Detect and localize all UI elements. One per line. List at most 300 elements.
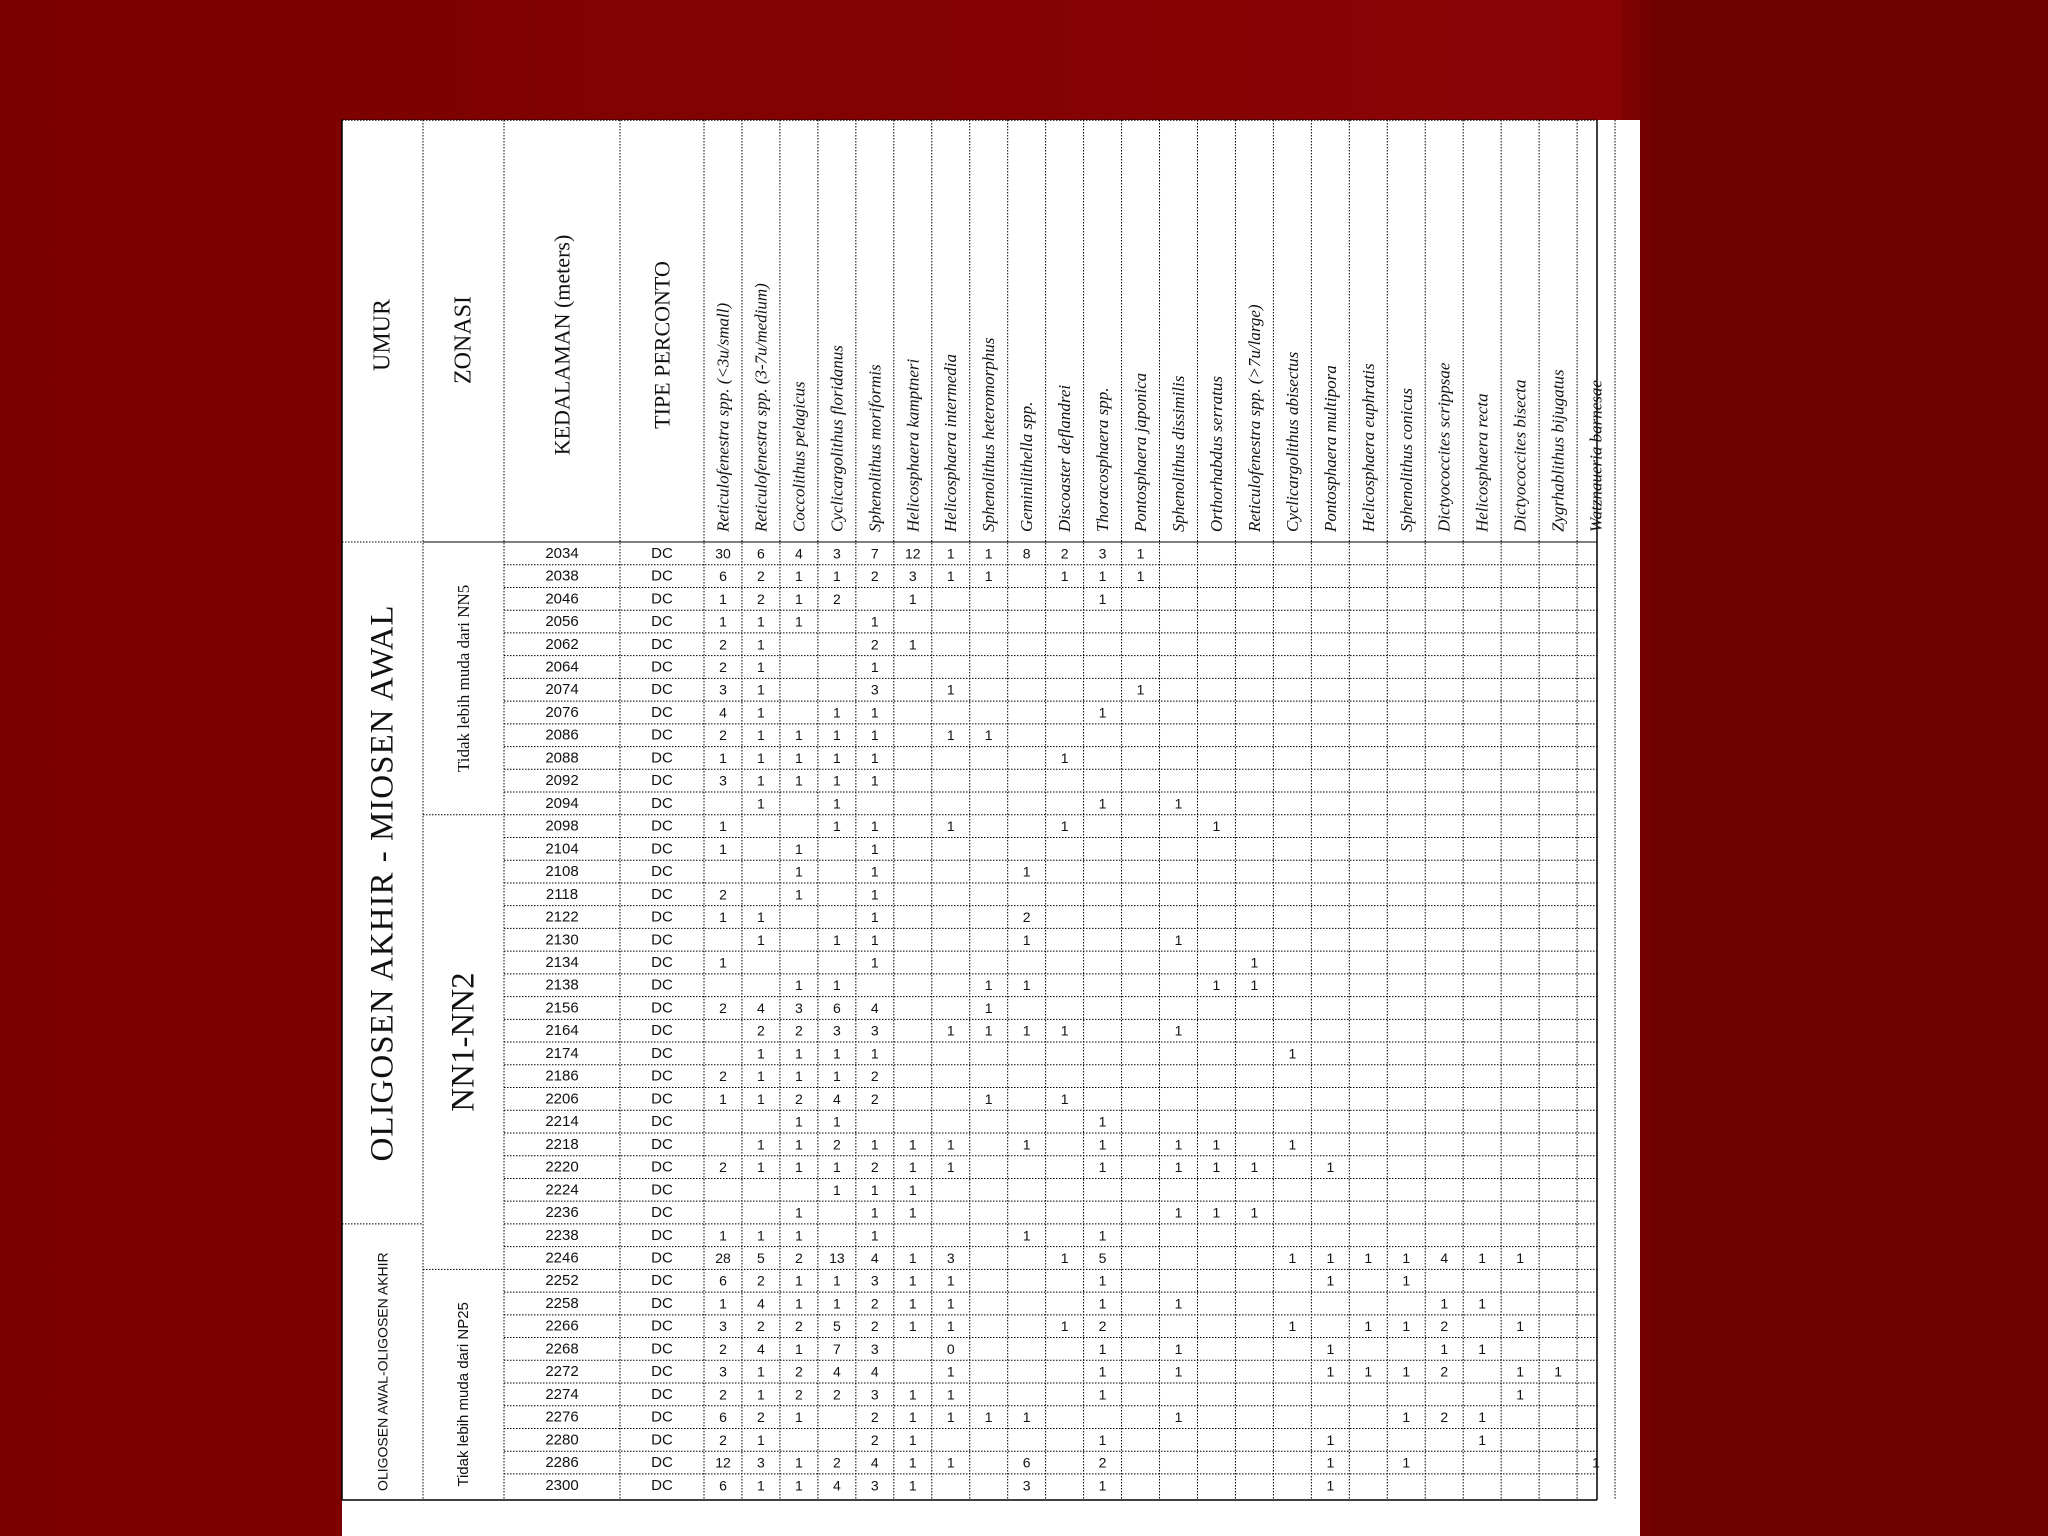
count-cell: 1 (870, 749, 879, 766)
count-cell: 1 (984, 727, 993, 744)
count-cell: 1 (1060, 1318, 1069, 1335)
count-cell: 1 (1440, 1340, 1449, 1357)
count-cell: 1 (908, 1318, 917, 1335)
depth-cell: 2156 (545, 999, 579, 1017)
species-header: Helicosphaera kamptneri (903, 358, 923, 532)
depth-cell: 2268 (545, 1340, 579, 1358)
count-cell: 1 (1364, 1363, 1373, 1380)
count-cell: 4 (832, 1090, 841, 1107)
depth-cell: 2276 (545, 1408, 579, 1426)
count-cell: 1 (908, 1477, 917, 1494)
count-cell: 2 (870, 1159, 879, 1176)
species-header: Reticulofenestra spp. (<3u/small) (713, 302, 733, 532)
species-header: Reticulofenestra spp. (>7u/large) (1244, 304, 1264, 532)
count-cell: 2 (870, 1431, 879, 1448)
count-cell: 1 (1288, 1136, 1297, 1153)
count-cell: 1 (795, 568, 803, 585)
count-cell: 1 (1136, 545, 1145, 562)
count-cell: 1 (1516, 1386, 1525, 1403)
sample-type-cell: DC (651, 954, 673, 972)
count-cell: 1 (1212, 1136, 1221, 1153)
count-cell: 1 (832, 772, 841, 789)
count-cell: 1 (795, 1477, 803, 1494)
count-cell: 1 (1326, 1272, 1335, 1289)
count-cell: 1 (757, 727, 765, 744)
count-cell: 1 (1478, 1431, 1487, 1448)
count-cell: 1 (946, 568, 955, 585)
count-cell: 1 (870, 1204, 879, 1221)
count-cell: 2 (832, 1454, 841, 1471)
count-cell: 2 (719, 1159, 727, 1176)
count-cell: 2 (795, 1022, 803, 1039)
sample-type-cell: DC (651, 1340, 673, 1358)
count-cell: 1 (870, 1136, 879, 1153)
count-cell: 1 (1136, 568, 1145, 585)
count-cell: 1 (1288, 1249, 1297, 1266)
count-cell: 2 (870, 1318, 879, 1335)
count-cell: 1 (1174, 1363, 1183, 1380)
depth-cell: 2130 (545, 931, 579, 949)
depth-cell: 2280 (545, 1431, 579, 1449)
count-cell: 2 (757, 568, 765, 585)
count-cell: 1 (719, 1295, 727, 1312)
count-cell: 2 (719, 1431, 727, 1448)
depth-cell: 2088 (545, 749, 579, 767)
species-header: Sphenolithus heteromorphus (979, 337, 999, 532)
count-cell: 1 (757, 681, 765, 698)
header-tipe-perconto: TIPE PERCONTO (649, 261, 675, 429)
count-cell: 1 (757, 1136, 765, 1153)
count-cell: 1 (1250, 1204, 1259, 1221)
depth-cell: 2174 (545, 1044, 579, 1062)
count-cell: 6 (719, 1272, 727, 1289)
count-cell: 1 (1478, 1409, 1487, 1426)
count-cell: 1 (757, 1045, 765, 1062)
count-cell: 1 (1402, 1272, 1411, 1289)
count-cell: 0 (946, 1340, 955, 1357)
count-cell: 1 (1098, 1295, 1107, 1312)
species-header: Sphenolithus moriformis (865, 364, 885, 532)
count-cell: 2 (719, 886, 727, 903)
count-cell: 1 (1212, 1204, 1221, 1221)
count-cell: 1 (757, 1068, 765, 1085)
count-cell: 1 (832, 1068, 841, 1085)
sample-type-cell: DC (651, 1090, 673, 1108)
count-cell: 2 (1098, 1318, 1107, 1335)
count-cell: 1 (870, 840, 879, 857)
count-cell: 6 (719, 1409, 727, 1426)
count-cell: 1 (757, 613, 765, 630)
count-cell: 1 (1516, 1249, 1525, 1266)
sample-type-cell: DC (651, 1022, 673, 1040)
species-header: Cyclicargolithus floridanus (827, 345, 847, 532)
species-header: Thoracosphaera spp. (1093, 387, 1113, 532)
count-cell: 1 (757, 909, 765, 926)
count-cell: 1 (870, 1181, 879, 1198)
depth-cell: 2076 (545, 703, 579, 721)
count-cell: 1 (1174, 1159, 1183, 1176)
sample-type-cell: DC (651, 772, 673, 790)
count-cell: 1 (946, 1159, 955, 1176)
sample-type-cell: DC (651, 1363, 673, 1381)
count-cell: 1 (1174, 1204, 1183, 1221)
count-cell: 3 (870, 681, 879, 698)
count-cell: 3 (795, 999, 803, 1016)
count-cell: 2 (719, 1340, 727, 1357)
depth-cell: 2034 (545, 544, 579, 562)
count-cell: 1 (870, 772, 879, 789)
depth-cell: 2218 (545, 1135, 579, 1153)
count-cell: 1 (984, 568, 993, 585)
count-cell: 2 (719, 1068, 727, 1085)
count-cell: 3 (832, 545, 841, 562)
count-cell: 1 (757, 1386, 765, 1403)
count-cell: 1 (908, 1136, 917, 1153)
count-cell: 1 (946, 1386, 955, 1403)
count-cell: 4 (870, 1249, 879, 1266)
species-header: Cyclicargolithus abisectus (1282, 351, 1302, 532)
count-cell: 1 (1098, 1431, 1107, 1448)
count-cell: 6 (719, 1477, 727, 1494)
count-cell: 1 (946, 727, 955, 744)
count-cell: 1 (1326, 1363, 1335, 1380)
species-header: Pontosphaera multipora (1320, 365, 1340, 532)
count-cell: 1 (946, 545, 955, 562)
count-cell: 1 (908, 590, 917, 607)
count-cell: 1 (908, 1386, 917, 1403)
count-cell: 1 (719, 954, 727, 971)
species-header: Coccolithus pelagicus (789, 381, 809, 532)
count-cell: 1 (795, 1295, 803, 1312)
count-cell: 1 (1060, 568, 1069, 585)
count-cell: 1 (870, 818, 879, 835)
depth-cell: 2086 (545, 726, 579, 744)
count-cell: 1 (1022, 1227, 1031, 1244)
count-cell: 1 (1326, 1431, 1335, 1448)
count-cell: 3 (719, 1363, 727, 1380)
age-label: OLIGOSEN AWAL-OLIGOSEN AKHIR (374, 1252, 391, 1491)
count-cell: 1 (1022, 1409, 1031, 1426)
sample-type-cell: DC (651, 544, 673, 562)
sample-type-cell: DC (651, 863, 673, 881)
count-cell: 2 (870, 1068, 879, 1085)
count-cell: 4 (757, 1295, 765, 1312)
count-cell: 1 (946, 818, 955, 835)
species-header: Dictyococcites scrippsae (1434, 362, 1454, 532)
count-cell: 1 (946, 1318, 955, 1335)
count-cell: 4 (719, 704, 727, 721)
count-cell: 1 (1516, 1363, 1525, 1380)
count-cell: 1 (908, 1431, 917, 1448)
count-cell: 1 (870, 931, 879, 948)
sample-type-cell: DC (651, 1454, 673, 1472)
count-cell: 1 (832, 704, 841, 721)
depth-cell: 2286 (545, 1454, 579, 1472)
sample-type-cell: DC (651, 885, 673, 903)
count-cell: 1 (870, 954, 879, 971)
sample-type-cell: DC (651, 1044, 673, 1062)
count-cell: 4 (870, 999, 879, 1016)
count-cell: 1 (1326, 1477, 1335, 1494)
depth-cell: 2064 (545, 658, 579, 676)
sample-type-cell: DC (651, 1408, 673, 1426)
count-cell: 1 (757, 931, 765, 948)
count-cell: 1 (1402, 1363, 1411, 1380)
count-cell: 1 (908, 1295, 917, 1312)
count-cell: 1 (757, 772, 765, 789)
species-header: Pontosphaera japonica (1131, 372, 1151, 532)
count-cell: 1 (870, 704, 879, 721)
count-cell: 1 (1022, 863, 1031, 880)
count-cell: 4 (1440, 1249, 1449, 1266)
count-cell: 1 (984, 1022, 993, 1039)
depth-cell: 2056 (545, 613, 579, 631)
count-cell: 1 (832, 1181, 841, 1198)
count-cell: 1 (1402, 1249, 1411, 1266)
count-cell: 2 (1440, 1363, 1449, 1380)
depth-cell: 2300 (545, 1476, 579, 1494)
count-cell: 1 (1592, 1454, 1600, 1471)
count-cell: 6 (757, 545, 765, 562)
species-header: Helicosphaera recta (1472, 393, 1492, 532)
sample-type-cell: DC (651, 1113, 673, 1131)
count-cell: 1 (719, 590, 727, 607)
count-cell: 1 (1250, 1159, 1259, 1176)
count-cell: 1 (1022, 977, 1031, 994)
count-cell: 1 (795, 863, 803, 880)
depth-cell: 2164 (545, 1022, 579, 1040)
depth-cell: 2274 (545, 1385, 579, 1403)
count-cell: 6 (832, 999, 841, 1016)
count-cell: 1 (795, 886, 803, 903)
count-cell: 4 (832, 1363, 841, 1380)
count-cell: 3 (870, 1022, 879, 1039)
depth-cell: 2224 (545, 1181, 579, 1199)
depth-cell: 2122 (545, 908, 579, 926)
count-cell: 1 (832, 568, 841, 585)
count-cell: 1 (1402, 1318, 1411, 1335)
count-cell: 1 (719, 749, 727, 766)
zone-label: Tidak lebih muda dari NN5 (454, 584, 473, 773)
count-cell: 1 (757, 749, 765, 766)
sample-type-cell: DC (651, 1317, 673, 1335)
sample-type-cell: DC (651, 931, 673, 949)
count-cell: 1 (1022, 1022, 1031, 1039)
count-cell: 7 (832, 1340, 841, 1357)
count-cell: 2 (870, 1409, 879, 1426)
count-cell: 1 (946, 1022, 955, 1039)
count-cell: 2 (757, 590, 765, 607)
sample-type-cell: DC (651, 840, 673, 858)
count-cell: 1 (1402, 1454, 1411, 1471)
count-cell: 2 (719, 999, 727, 1016)
count-cell: 1 (795, 1068, 803, 1085)
count-cell: 5 (1098, 1249, 1107, 1266)
count-cell: 12 (715, 1454, 731, 1471)
zone-label: Tidak lebih muda dari NP25 (455, 1302, 472, 1487)
count-cell: 1 (832, 727, 841, 744)
sample-type-cell: DC (651, 1181, 673, 1199)
count-cell: 3 (719, 1318, 727, 1335)
count-cell: 1 (757, 1227, 765, 1244)
depth-cell: 2046 (545, 590, 579, 608)
count-cell: 1 (1554, 1363, 1562, 1380)
sample-type-cell: DC (651, 794, 673, 812)
sample-type-cell: DC (651, 1294, 673, 1312)
depth-cell: 2074 (545, 681, 579, 699)
count-cell: 1 (946, 1272, 955, 1289)
sample-type-cell: DC (651, 1226, 673, 1244)
sample-type-cell: DC (651, 681, 673, 699)
depth-cell: 2206 (545, 1090, 579, 1108)
count-cell: 1 (1022, 1136, 1031, 1153)
species-header: Watznaueria barnesae (1586, 380, 1606, 532)
count-cell: 3 (719, 772, 727, 789)
sample-type-cell: DC (651, 1272, 673, 1290)
sample-type-cell: DC (651, 658, 673, 676)
count-cell: 1 (1516, 1318, 1525, 1335)
count-cell: 1 (908, 1272, 917, 1289)
depth-cell: 2246 (545, 1249, 579, 1267)
count-cell: 2 (757, 1318, 765, 1335)
zone-label: NN1-NN2 (445, 972, 482, 1112)
count-cell: 3 (870, 1386, 879, 1403)
count-cell: 2 (832, 1136, 841, 1153)
count-cell: 1 (757, 1159, 765, 1176)
count-cell: 1 (1364, 1318, 1373, 1335)
count-cell: 1 (757, 1090, 765, 1107)
count-cell: 1 (832, 1045, 841, 1062)
count-cell: 1 (946, 1454, 955, 1471)
count-cell: 2 (870, 1295, 879, 1312)
count-cell: 1 (908, 1249, 917, 1266)
species-header: Zygrhablithus bijugatus (1548, 369, 1568, 532)
count-cell: 2 (1098, 1454, 1107, 1471)
count-cell: 1 (1060, 818, 1069, 835)
depth-cell: 2252 (545, 1272, 579, 1290)
count-cell: 1 (1402, 1409, 1411, 1426)
count-cell: 3 (757, 1454, 765, 1471)
count-cell: 1 (1326, 1159, 1335, 1176)
depth-cell: 2092 (545, 772, 579, 790)
species-header: Helicosphaera intermedia (941, 354, 961, 532)
count-cell: 1 (795, 840, 803, 857)
count-cell: 1 (908, 1409, 917, 1426)
count-cell: 2 (795, 1090, 803, 1107)
count-cell: 2 (795, 1386, 803, 1403)
count-cell: 1 (795, 590, 803, 607)
count-cell: 3 (870, 1477, 879, 1494)
depth-cell: 2238 (545, 1226, 579, 1244)
header-zonasi: ZONASI (450, 296, 477, 384)
count-cell: 3 (1022, 1477, 1031, 1494)
sample-type-cell: DC (651, 1476, 673, 1494)
count-cell: 1 (984, 1090, 993, 1107)
age-label: OLIGOSEN AKHIR - MIOSEN AWAL (364, 604, 401, 1162)
count-cell: 1 (719, 613, 727, 630)
count-cell: 1 (1174, 795, 1183, 812)
depth-cell: 2118 (545, 885, 579, 903)
count-cell: 1 (832, 818, 841, 835)
count-cell: 1 (832, 977, 841, 994)
count-cell: 1 (908, 1204, 917, 1221)
count-cell: 2 (757, 1272, 765, 1289)
count-cell: 1 (795, 1340, 803, 1357)
sample-type-cell: DC (651, 703, 673, 721)
species-header: Geminilithella spp. (1017, 401, 1037, 532)
count-cell: 1 (795, 1159, 803, 1176)
depth-cell: 2138 (545, 976, 579, 994)
count-cell: 1 (1326, 1340, 1335, 1357)
count-cell: 1 (1478, 1249, 1487, 1266)
count-cell: 1 (832, 749, 841, 766)
count-cell: 1 (1288, 1318, 1297, 1335)
count-cell: 1 (757, 1363, 765, 1380)
depth-cell: 2104 (545, 840, 579, 858)
count-cell: 1 (1022, 931, 1031, 948)
depth-cell: 2098 (545, 817, 579, 835)
count-cell: 1 (719, 840, 727, 857)
count-cell: 1 (984, 999, 993, 1016)
count-cell: 1 (1174, 1409, 1183, 1426)
count-cell: 2 (719, 1386, 727, 1403)
count-cell: 1 (870, 886, 879, 903)
count-cell: 2 (757, 1022, 765, 1039)
count-cell: 4 (795, 545, 803, 562)
count-cell: 1 (719, 1227, 727, 1244)
count-cell: 2 (1440, 1318, 1449, 1335)
header-umur: UMUR (369, 298, 396, 372)
count-cell: 1 (1098, 1477, 1107, 1494)
count-cell: 1 (1098, 795, 1107, 812)
sample-type-cell: DC (651, 1158, 673, 1176)
count-cell: 1 (870, 1227, 879, 1244)
count-cell: 5 (832, 1318, 841, 1335)
count-cell: 4 (757, 999, 765, 1016)
count-cell: 1 (1098, 704, 1107, 721)
count-cell: 1 (870, 659, 879, 676)
count-cell: 3 (908, 568, 917, 585)
count-cell: 1 (870, 727, 879, 744)
count-cell: 1 (1212, 1159, 1221, 1176)
count-cell: 1 (1060, 1090, 1069, 1107)
count-cell: 1 (1364, 1249, 1373, 1266)
count-cell: 1 (1098, 1136, 1107, 1153)
count-cell: 1 (1174, 1295, 1183, 1312)
count-cell: 1 (1098, 1386, 1107, 1403)
count-cell: 1 (908, 1454, 917, 1471)
depth-cell: 2134 (545, 954, 579, 972)
count-cell: 1 (795, 727, 803, 744)
count-cell: 3 (946, 1249, 955, 1266)
count-cell: 1 (1288, 1045, 1297, 1062)
count-cell: 1 (1098, 1272, 1107, 1289)
count-cell: 5 (757, 1249, 765, 1266)
count-cell: 1 (946, 1136, 955, 1153)
sample-type-cell: DC (651, 1135, 673, 1153)
count-cell: 1 (984, 977, 993, 994)
count-cell: 1 (757, 795, 765, 812)
sample-type-cell: DC (651, 999, 673, 1017)
count-cell: 3 (870, 1272, 879, 1289)
count-cell: 1 (795, 1113, 803, 1130)
species-header: Dictyococcites bisecta (1510, 379, 1530, 532)
count-cell: 1 (795, 1454, 803, 1471)
sample-type-cell: DC (651, 1385, 673, 1403)
count-cell: 2 (832, 1386, 841, 1403)
sample-type-cell: DC (651, 590, 673, 608)
count-cell: 7 (870, 545, 879, 562)
